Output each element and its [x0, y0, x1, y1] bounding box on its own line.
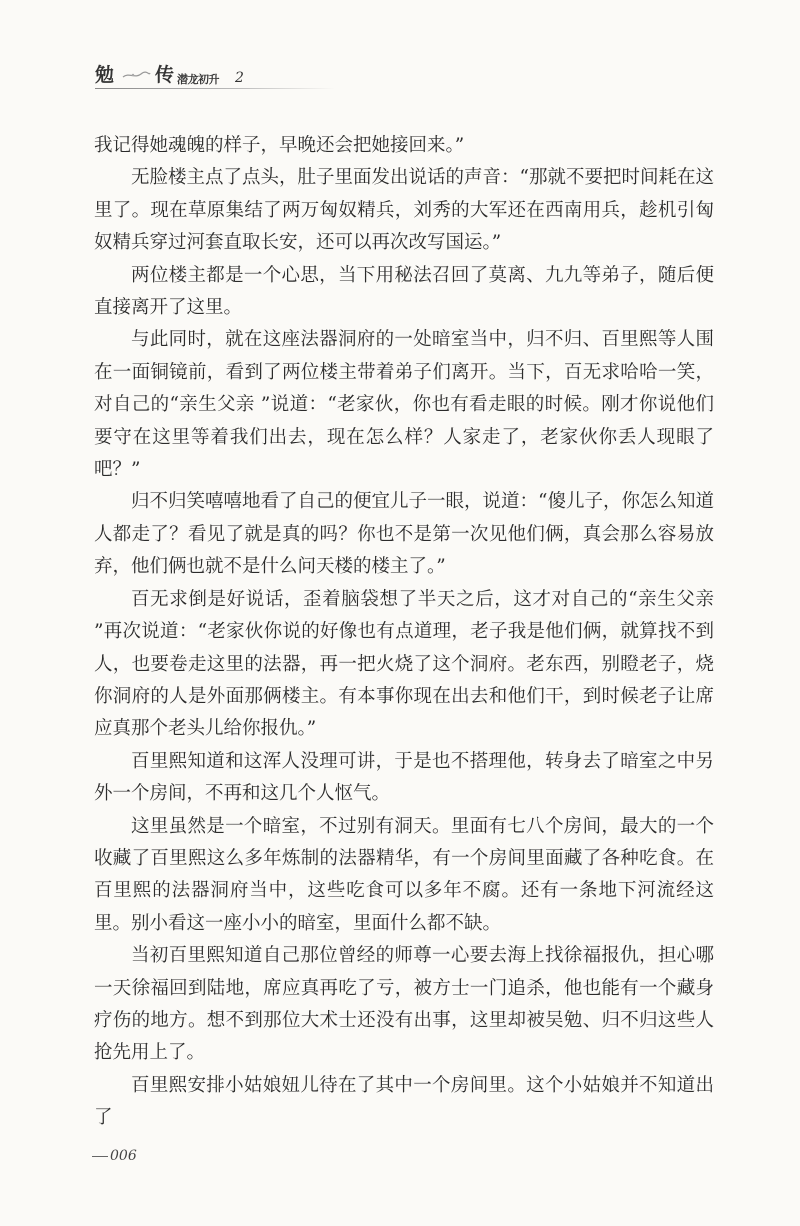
header-title-char-2: 传: [155, 64, 175, 86]
paragraph: 两位楼主都是一个心思，当下用秘法召回了莫离、九九等弟子，随后便直接离开了这里。: [94, 264, 714, 319]
paragraph: 归不归笑嘻嘻地看了自己的便宜儿子一眼，说道：“傻儿子，你怎么知道人都走了？看见了就是真的吗？你也不是第一次见他们俩，真会那么容易放弃，他们俩也就不是什么问天楼的楼主了。”: [94, 491, 714, 578]
paragraph: 百无求倒是好说话，歪着脑袋想了半天之后，这才对自己的“亲生父亲 ”再次说道：“老家伙你说的好像也有点道理，老子我是他们俩，就算找不到人，也要卷走这里的法器，再一把火烧了这个洞府。老东西，别瞪老子，烧你洞府的人是外面那俩楼主。有本事你现在出去和他们干，到时候老子让席应真那个老头儿给你报仇。”: [94, 588, 714, 740]
running-header: [95, 58, 395, 98]
brush-ornament-icon: [121, 70, 151, 80]
footer-dash: [92, 1156, 108, 1157]
page-number: 006: [110, 1148, 137, 1164]
header-subtitle: 潜龙初升: [177, 73, 219, 86]
page-footer: [92, 1148, 137, 1164]
paragraph: 无脸楼主点了点头，肚子里面发出说话的声音：“那就不要把时间耗在这里了。现在草原集结了两万匈奴精兵，刘秀的大军还在西南用兵，趁机引匈奴精兵穿过河套直取长安，还可以再次改写国运。”: [94, 167, 714, 254]
paragraph: 与此同时，就在这座法器洞府的一处暗室当中，归不归、百里熙等人围在一面铜镜前，看到了两位楼主带着弟子们离开。当下，百无求哈哈一笑，对自己的“亲生父亲 ”说道：“老家伙，你也有看走眼的时候。刚才你说他们要守在这里等着我们出去，现在怎么样？人家走了，老家伙你丢人现眼了吧？”: [94, 329, 714, 481]
header-title-char-1: 勉: [95, 64, 115, 86]
header-volume-number: 2: [235, 70, 244, 86]
paragraph: 百里熙知道和这浑人没理可讲，于是也不搭理他，转身去了暗室之中另外一个房间，不再和这几个人怄气。: [94, 750, 714, 805]
paragraph: 我记得她魂魄的样子，早晚还会把她接回来。”: [94, 135, 465, 156]
header-rule: [95, 88, 335, 89]
body-text: [94, 130, 714, 1135]
paragraph: 当初百里熙知道自己那位曾经的师尊一心要去海上找徐福报仇，担心哪一天徐福回到陆地，席应真再吃了亏，被方士一门追杀，他也能有一个藏身疗伤的地方。想不到那位大术士还没有出事，这里却被吴勉、归不归这些人抢先用上了。: [94, 945, 714, 1064]
paragraph: 百里熙安排小姑娘妞儿待在了其中一个房间里。这个小姑娘并不知道出了: [94, 1074, 714, 1129]
paragraph: 这里虽然是一个暗室，不过别有洞天。里面有七八个房间，最大的一个收藏了百里熙这么多年炼制的法器精华，有一个房间里面藏了各种吃食。在百里熙的法器洞府当中，这些吃食可以多年不腐。还有一条地下河流经这里。别小看这一座小小的暗室，里面什么都不缺。: [94, 815, 714, 934]
